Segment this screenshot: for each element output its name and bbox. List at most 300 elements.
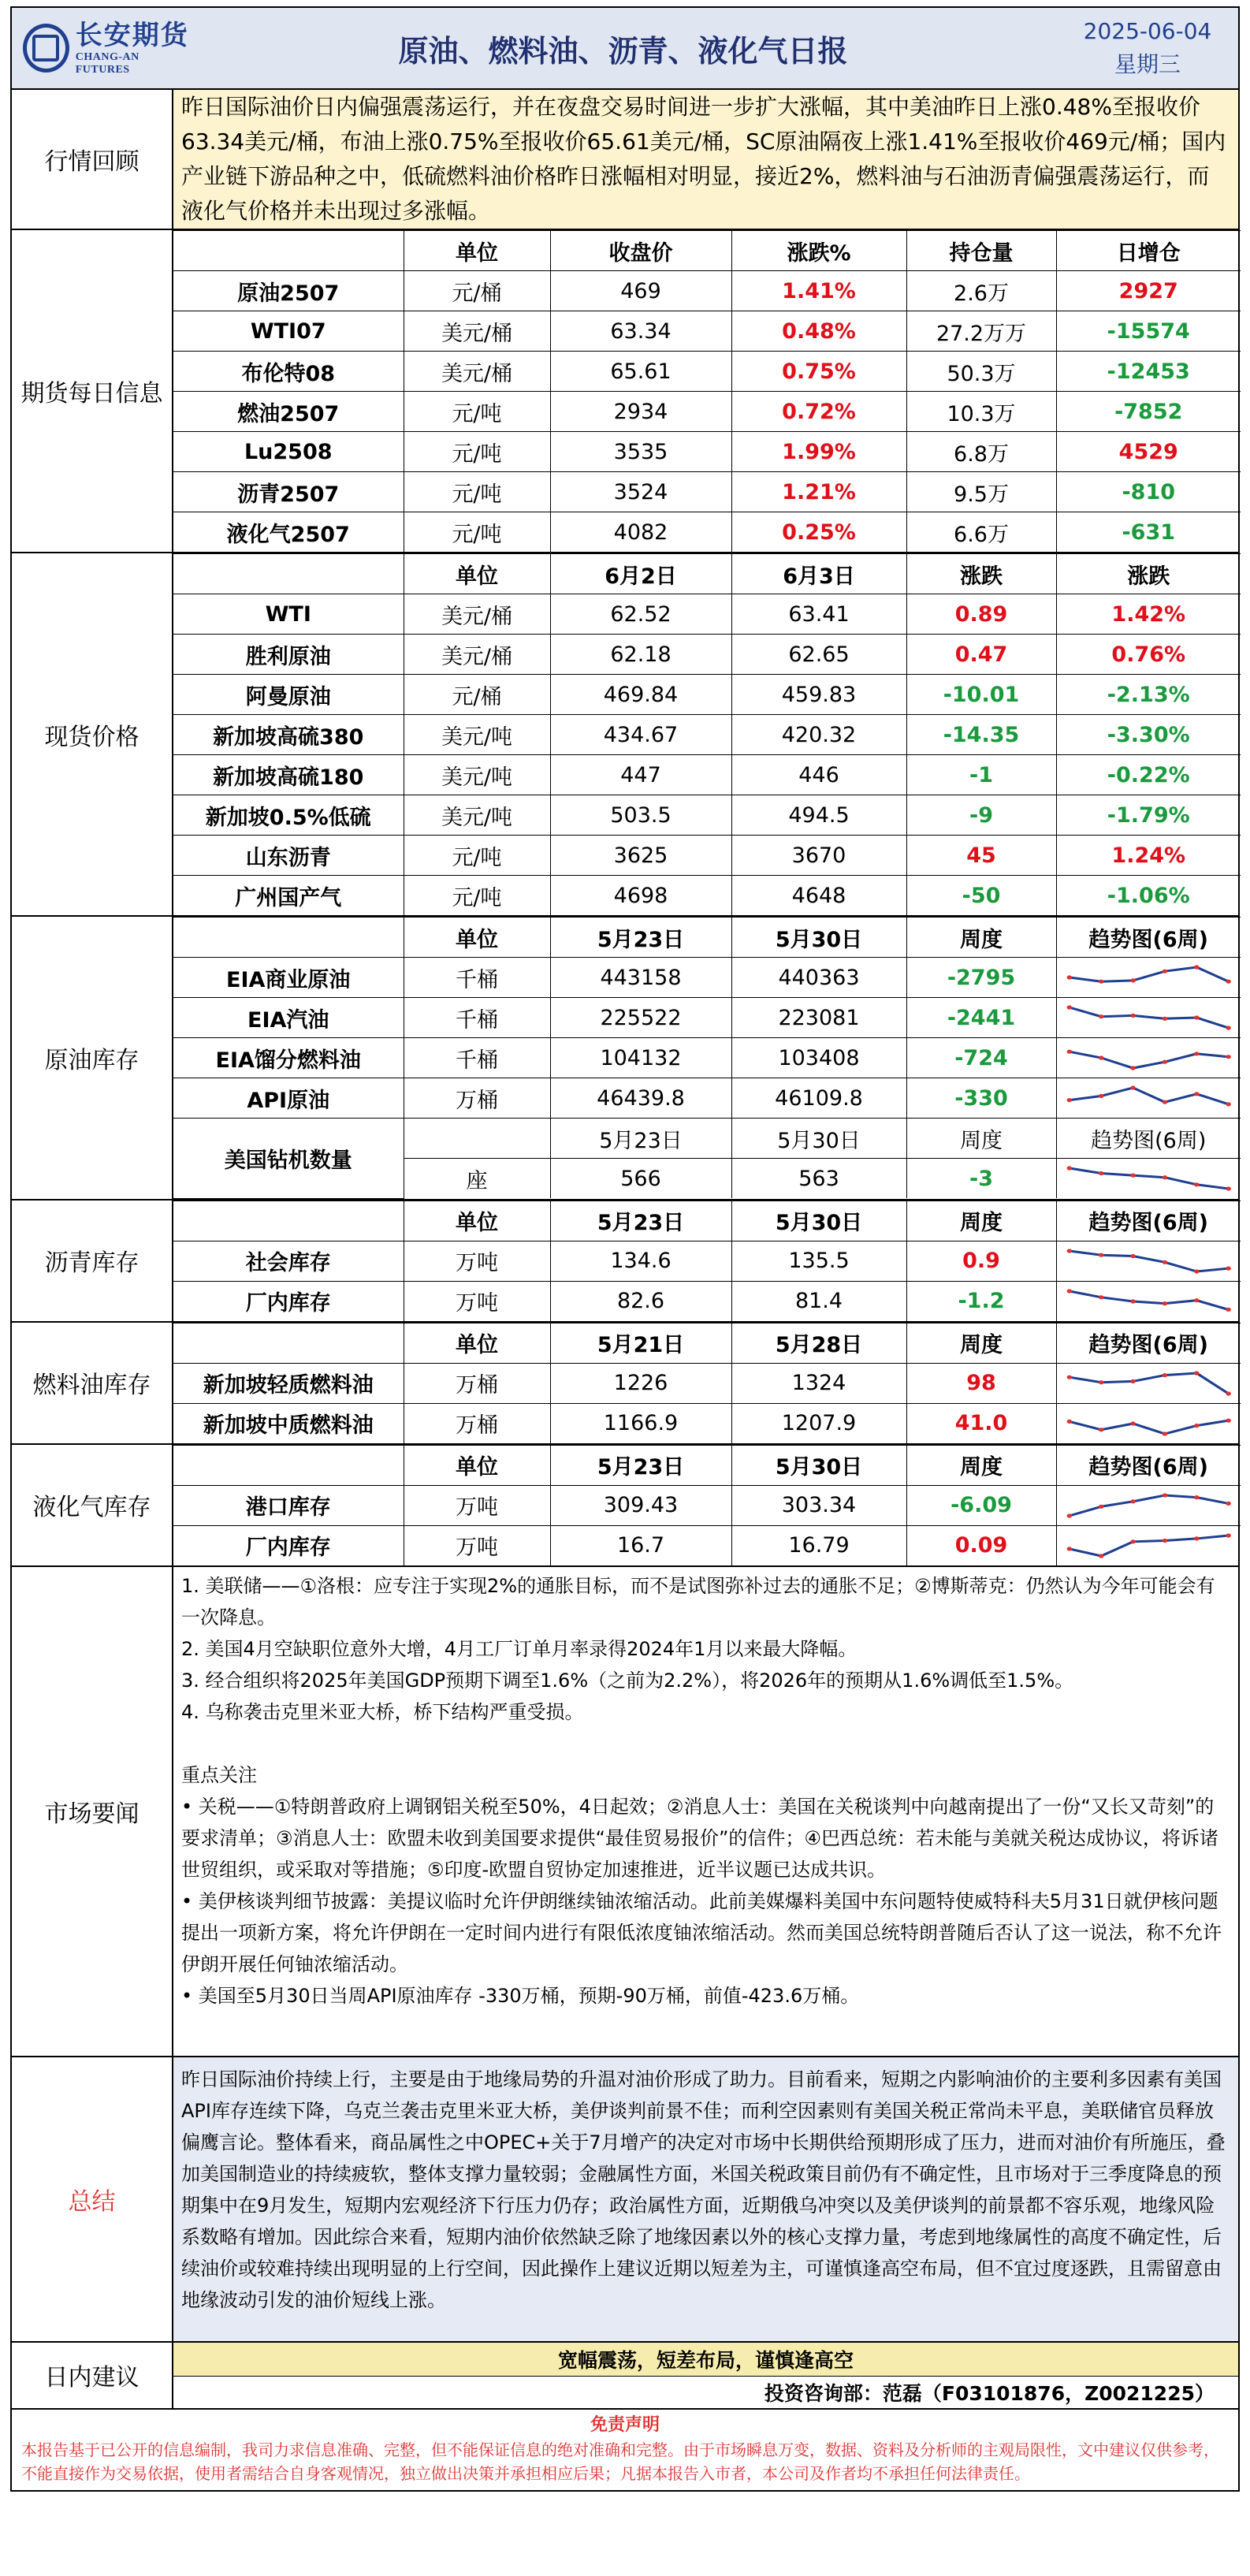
value-week1: 225522 (550, 998, 731, 1038)
trend-point (1099, 1094, 1103, 1098)
column-header: 趋势图(6周) (1056, 918, 1241, 958)
trend-point (1226, 1533, 1230, 1537)
close-price: 3535 (550, 432, 731, 472)
logo-name-en: CHANG-AN FUTURES (75, 51, 140, 76)
trend-point (1162, 1301, 1166, 1305)
table-header-row (173, 554, 1241, 594)
trend-cell (1056, 958, 1241, 998)
trend-point (1099, 1380, 1103, 1384)
column-header: 5月30日 (731, 1201, 906, 1241)
trend-point (1099, 1253, 1103, 1256)
trend-point (1130, 1421, 1135, 1425)
trend-sparkline (1062, 1162, 1237, 1195)
column-header: 涨跌 (906, 554, 1056, 594)
trend-point (1066, 1098, 1071, 1102)
trend-point (1099, 1014, 1103, 1018)
price-day1: 469.84 (550, 675, 731, 715)
trend-point (1226, 1102, 1230, 1106)
column-header (173, 231, 404, 271)
trend-point (1130, 1253, 1135, 1257)
trend-sparkline (1062, 1489, 1237, 1522)
column-header (173, 1201, 404, 1241)
section-label: 市场要闻 (12, 1567, 173, 2056)
weekly-change: -2441 (906, 998, 1056, 1038)
table-header-row (173, 1201, 1241, 1241)
table-row (173, 594, 1241, 635)
price-day2: 494.5 (731, 795, 906, 836)
trend-cell (1056, 998, 1241, 1038)
advice-body (173, 2343, 1238, 2408)
contract-name: WTI07 (173, 311, 404, 352)
table-row (173, 311, 1241, 352)
trend-point (1194, 1536, 1199, 1540)
value-week1: 46439.8 (550, 1078, 731, 1119)
item-name: EIA汽油 (173, 998, 404, 1038)
weekly-change: -3 (906, 1159, 1056, 1199)
open-interest: 10.3万 (906, 392, 1056, 432)
item-name: API原油 (173, 1078, 404, 1119)
column-header: 趋势图(6周) (1056, 1119, 1241, 1159)
trend-point (1226, 1186, 1230, 1190)
trend-point (1162, 1175, 1166, 1179)
lpg-inventory-table (173, 1445, 1241, 1565)
trend-cell (1056, 1038, 1241, 1078)
trend-point (1066, 1249, 1071, 1253)
unit-cell: 元/桶 (404, 271, 550, 311)
trend-cell (1056, 1485, 1241, 1525)
trend-point (1130, 1539, 1135, 1543)
disclaimer (12, 2410, 1238, 2490)
trend-point (1226, 1391, 1230, 1395)
trend-point (1130, 1066, 1135, 1070)
trend-point (1162, 1431, 1166, 1435)
price-change-percent: -1.79% (1056, 795, 1241, 836)
trend-cell (1056, 1403, 1241, 1443)
column-header: 单位 (404, 231, 550, 271)
product-name: 新加坡高硫380 (173, 715, 404, 755)
asphalt-inventory-table (173, 1201, 1241, 1321)
table-header-row (173, 1445, 1241, 1485)
open-interest: 50.3万 (906, 352, 1056, 392)
report-date: 2025-06-04 (1083, 18, 1212, 44)
section-label: 总结 (12, 2057, 173, 2341)
price-day1: 503.5 (550, 795, 731, 836)
column-header: 单位 (404, 1445, 550, 1485)
value-week1: 1166.9 (550, 1403, 731, 1443)
daily-oi-change: 4529 (1056, 432, 1241, 472)
weekly-change: -1.2 (906, 1281, 1056, 1321)
item-name: 社会库存 (173, 1241, 404, 1281)
value-week2: 223081 (731, 998, 906, 1038)
column-header (173, 554, 404, 594)
trend-point (1162, 1060, 1166, 1064)
trend-point (1194, 1424, 1199, 1428)
section-review (12, 90, 1238, 230)
price-day1: 3625 (550, 836, 731, 876)
trend-point (1194, 1298, 1199, 1302)
advice-strategy: 宽幅震荡，短差布局，谨慎逢高空 (173, 2343, 1238, 2377)
trend-point (1130, 1299, 1135, 1303)
trend-point (1066, 1289, 1071, 1293)
trend-point (1099, 1504, 1103, 1508)
trend-sparkline (1062, 961, 1237, 994)
news-item: 2. 美国4月空缺职位意外大增，4月工厂订单月率录得2024年1月以来最大降幅。 (181, 1637, 858, 1660)
trend-point (1162, 1100, 1166, 1104)
price-change: -14.35 (906, 715, 1056, 755)
news-item: 4. 乌称袭击克里米亚大桥，桥下结构严重受损。 (181, 1700, 584, 1723)
column-header: 周度 (906, 1323, 1056, 1363)
unit-cell: 座 (404, 1159, 550, 1199)
price-day1: 62.52 (550, 594, 731, 635)
unit-cell: 元/吨 (404, 512, 550, 553)
table-row (173, 675, 1241, 715)
trend-point (1066, 975, 1071, 979)
column-header: 周度 (906, 918, 1056, 958)
close-price: 469 (550, 271, 731, 311)
table-row (173, 1281, 1241, 1321)
unit-cell: 元/吨 (404, 472, 550, 512)
table-row (173, 392, 1241, 432)
close-price: 4082 (550, 512, 731, 553)
table-row (173, 1485, 1241, 1525)
trend-line (1069, 1007, 1228, 1028)
column-header: 5月23日 (550, 918, 731, 958)
item-name: 厂内库存 (173, 1281, 404, 1321)
news-item: 3. 经合组织将2025年美国GDP预期下调至1.6%（之前为2.2%），将2026年的预期从1.6%调低至1.5%。 (181, 1669, 1074, 1692)
weekly-change: -724 (906, 1038, 1056, 1078)
trend-line (1069, 1420, 1228, 1434)
contract-name: Lu2508 (173, 432, 404, 472)
trend-line (1069, 1088, 1228, 1104)
trend-point (1162, 1493, 1166, 1497)
trend-point (1066, 1547, 1071, 1550)
table-header-row (173, 918, 1241, 958)
value-week2: 440363 (731, 958, 906, 998)
price-change-percent: -0.22% (1056, 755, 1241, 795)
price-change-percent: -1.06% (1056, 876, 1241, 916)
price-day2: 459.83 (731, 675, 906, 715)
weekly-change: 41.0 (906, 1403, 1056, 1443)
table-row (173, 836, 1241, 876)
section-news (12, 1567, 1238, 2057)
table-row (173, 1119, 1241, 1159)
value-week2: 135.5 (731, 1241, 906, 1281)
column-header: 5月23日 (550, 1119, 731, 1159)
section-futures (12, 230, 1238, 553)
table-row (173, 635, 1241, 675)
table-header-row (173, 1323, 1241, 1363)
news-item: • 美国至5月30日当周API原油库存 -330万桶，预期-90万桶，前值-423.6万桶。 (181, 1984, 860, 2007)
trend-point (1194, 1052, 1199, 1055)
open-interest: 27.2万万 (906, 311, 1056, 352)
value-week1: 566 (550, 1159, 731, 1199)
column-header: 周度 (906, 1445, 1056, 1485)
unit-cell: 万吨 (404, 1485, 550, 1525)
close-price: 2934 (550, 392, 731, 432)
trend-point (1194, 965, 1199, 969)
table-row (173, 755, 1241, 795)
contract-name: 沥青2507 (173, 472, 404, 512)
column-header: 5月30日 (731, 1119, 906, 1159)
column-header: 涨跌 (1056, 554, 1241, 594)
table-row (173, 1525, 1241, 1565)
trend-line (1069, 1291, 1228, 1309)
unit-cell: 元/桶 (404, 675, 550, 715)
price-change: 0.47 (906, 635, 1056, 675)
table-row (173, 998, 1241, 1038)
price-day2: 62.65 (731, 635, 906, 675)
report-page (10, 6, 1240, 2492)
value-week2: 303.34 (731, 1485, 906, 1525)
item-name: 新加坡中质燃料油 (173, 1403, 404, 1443)
unit-cell: 万吨 (404, 1241, 550, 1281)
table-row (173, 1078, 1241, 1119)
unit-cell: 千桶 (404, 1038, 550, 1078)
price-change: -10.01 (906, 675, 1056, 715)
trend-point (1162, 1017, 1166, 1021)
trend-point (1226, 980, 1230, 984)
trend-point (1130, 978, 1135, 982)
weekly-change: 98 (906, 1363, 1056, 1403)
table-row (173, 512, 1241, 553)
section-label: 液化气库存 (12, 1445, 173, 1565)
weekly-change: -330 (906, 1078, 1056, 1119)
column-header (173, 1445, 404, 1485)
unit-cell: 美元/吨 (404, 715, 550, 755)
price-change: -50 (906, 876, 1056, 916)
column-header: 趋势图(6周) (1056, 1323, 1241, 1363)
column-header: 单位 (404, 1201, 550, 1241)
price-day2: 3670 (731, 836, 906, 876)
trend-point (1099, 980, 1103, 984)
unit-cell: 万吨 (404, 1281, 550, 1321)
price-change-percent: 1.42% (1056, 594, 1241, 635)
fuel-inventory-table (173, 1323, 1241, 1443)
unit-cell: 元/吨 (404, 876, 550, 916)
trend-point (1194, 1092, 1199, 1096)
news-item: • 美伊核谈判细节披露：美提议临时允许伊朗继续铀浓缩活动。此前美媒爆料美国中东问题特使威特科夫5月31日就伊核问题提出一项新方案，将允许伊朗在一定时间内进行有限低浓度铀浓缩活动。然而美国总统特朗普随后否认了这一说法，称不允许伊朗开展任何铀浓缩活动。 (181, 1889, 1222, 1975)
value-week2: 1207.9 (731, 1403, 906, 1443)
unit-cell: 万桶 (404, 1403, 550, 1443)
product-name: 新加坡高硫180 (173, 755, 404, 795)
table-row (173, 958, 1241, 998)
open-interest: 6.8万 (906, 432, 1056, 472)
section-spot (12, 553, 1238, 917)
advice-author: 投资咨询部：范磊（F03101876，Z0021225） (764, 2381, 1215, 2405)
section-label: 日内建议 (12, 2343, 173, 2408)
item-name: EIA馏分燃料油 (173, 1038, 404, 1078)
change-percent: 0.75% (731, 352, 906, 392)
weekly-change: -2795 (906, 958, 1056, 998)
contract-name: 燃油2507 (173, 392, 404, 432)
value-week1: 104132 (550, 1038, 731, 1078)
trend-point (1099, 1554, 1103, 1558)
price-change-percent: -3.30% (1056, 715, 1241, 755)
price-day2: 4648 (731, 876, 906, 916)
value-week2: 103408 (731, 1038, 906, 1078)
column-header: 5月30日 (731, 918, 906, 958)
contract-name: 液化气2507 (173, 512, 404, 553)
trend-point (1226, 1055, 1230, 1059)
unit-cell: 美元/桶 (404, 311, 550, 352)
section-lpg-inventory (12, 1445, 1238, 1567)
unit-cell: 美元/桶 (404, 352, 550, 392)
trend-sparkline (1062, 1367, 1237, 1400)
section-label: 燃料油库存 (12, 1323, 173, 1443)
trend-sparkline (1062, 1407, 1237, 1440)
trend-point (1194, 1371, 1199, 1375)
daily-oi-change: 2927 (1056, 271, 1241, 311)
crude-inventory-table (173, 917, 1241, 1199)
daily-oi-change: -12453 (1056, 352, 1241, 392)
column-header: 5月30日 (731, 1445, 906, 1485)
trend-line (1069, 1536, 1228, 1556)
change-percent: 0.48% (731, 311, 906, 352)
close-price: 63.34 (550, 311, 731, 352)
table-row (173, 1363, 1241, 1403)
report-frame (10, 6, 1240, 2492)
trend-point (1162, 970, 1166, 973)
column-header: 涨跌% (731, 231, 906, 271)
rig-count-name: 美国钻机数量 (173, 1119, 404, 1199)
disclaimer-text: 本报告基于已公开的信息编制，我司力求信息准确、完整，但不能保证信息的绝对准确和完整。由于市场瞬息万变，数据、资料及分析师的主观局限性，文中建议仅供参考，不能直接作为交易依据，使用者需结合自身客观情况，独立做出决策并承担相应后果；凡据本报告入市者，本公司及作者均不承担任何法律责任。 (21, 2440, 1219, 2483)
value-week2: 46109.8 (731, 1078, 906, 1119)
weekly-change: 0.09 (906, 1525, 1056, 1565)
trend-line (1069, 1168, 1228, 1189)
column-header: 6月3日 (731, 554, 906, 594)
trend-point (1226, 1307, 1230, 1311)
column-header (173, 1323, 404, 1363)
trend-line (1069, 1495, 1228, 1516)
product-name: 广州国产气 (173, 876, 404, 916)
price-day2: 446 (731, 755, 906, 795)
review-text: 昨日国际油价日内偏强震荡运行，并在夜盘交易时间进一步扩大涨幅，其中美油昨日上涨0.48%至报收价63.34美元/桶，布油上涨0.75%至报收价65.61美元/桶，SC原油隔夜上涨1.41%至报收价469元/桶；国内产业链下游品种之中，低硫燃料油价格昨日涨幅相对明显，接近2%，燃料油与石油沥青偏强震荡运行，而液化气价格并未出现过多涨幅。 (173, 90, 1238, 229)
trend-cell (1056, 1363, 1241, 1403)
trend-cell (1056, 1159, 1241, 1199)
price-day1: 434.67 (550, 715, 731, 755)
daily-oi-change: -7852 (1056, 392, 1241, 432)
open-interest: 9.5万 (906, 472, 1056, 512)
price-change-percent: 0.76% (1056, 635, 1241, 675)
futures-table (173, 230, 1241, 552)
price-change: -9 (906, 795, 1056, 836)
section-fuel-inventory (12, 1323, 1238, 1445)
table-row (173, 472, 1241, 512)
trend-cell (1056, 1078, 1241, 1119)
spot-table (173, 553, 1241, 915)
change-percent: 1.99% (731, 432, 906, 472)
news-body (173, 1567, 1238, 2056)
unit-cell (404, 1119, 550, 1159)
trend-point (1130, 1379, 1135, 1383)
trend-line (1069, 967, 1228, 981)
section-label: 原油库存 (12, 917, 173, 1199)
change-percent: 1.41% (731, 271, 906, 311)
price-day2: 63.41 (731, 594, 906, 635)
column-header: 趋势图(6周) (1056, 1445, 1241, 1485)
trend-sparkline (1062, 1001, 1237, 1034)
close-price: 3524 (550, 472, 731, 512)
trend-point (1162, 1373, 1166, 1377)
column-header: 收盘价 (550, 231, 731, 271)
change-percent: 1.21% (731, 472, 906, 512)
trend-sparkline (1062, 1041, 1237, 1074)
trend-point (1066, 1375, 1071, 1379)
price-change: 45 (906, 836, 1056, 876)
section-label: 现货价格 (12, 553, 173, 915)
table-row (173, 876, 1241, 916)
trend-point (1226, 1418, 1230, 1422)
trend-point (1194, 1269, 1199, 1273)
price-change: 0.89 (906, 594, 1056, 635)
trend-point (1066, 1419, 1071, 1423)
section-crude-inventory (12, 917, 1238, 1201)
trend-cell (1056, 1281, 1241, 1321)
column-header: 日增仓 (1056, 231, 1241, 271)
logo-name-cn: 长安期货 (75, 20, 189, 51)
open-interest: 2.6万 (906, 271, 1056, 311)
column-header: 5月28日 (731, 1323, 906, 1363)
trend-point (1194, 1015, 1199, 1019)
unit-cell: 美元/桶 (404, 594, 550, 635)
price-change-percent: -2.13% (1056, 675, 1241, 715)
unit-cell: 万吨 (404, 1525, 550, 1565)
value-week1: 443158 (550, 958, 731, 998)
item-name: 港口库存 (173, 1485, 404, 1525)
report-weekday: 星期三 (1114, 51, 1181, 77)
product-name: WTI (173, 594, 404, 635)
trend-line (1069, 1251, 1228, 1271)
contract-name: 布伦特08 (173, 352, 404, 392)
unit-cell: 万桶 (404, 1078, 550, 1119)
summary-text: 昨日国际油价持续上行，主要是由于地缘局势的升温对油价形成了助力。目前看来，短期之内影响油价的主要利多因素有美国API库存连续下降，乌克兰袭击克里米亚大桥，美伊谈判前景不佳；而利空因素则有美国关税正常尚未平息，美联储官员释放偏鹰言论。整体看来，商品属性之中OPEC+关于7月增产的决定对市场中长期供给预期形成了压力，进而对油价有所施压，叠加美国制造业的持续疲软，整体支撑力量较弱；金融属性方面，米国关税政策目前仍有不确定性，且市场对于三季度降息的预期集中在9月发生，短期内宏观经济下行压力仍存；政治属性方面，近期俄乌冲突以及美伊谈判的前景都不容乐观，地缘风险系数略有增加。因此综合来看，短期内油价依然缺乏除了地缘因素以外的核心支撑力量，考虑到地缘属性的高度不确定性，后续油价或较难持续出现明显的上行空间，因此操作上建议近期以短差为主，可谨慎逢高空布局，但不宜过度逐跌，且需留意由地缘波动引发的油价短线上涨。 (173, 2057, 1238, 2341)
news-item: 重点关注 (181, 1763, 257, 1786)
value-week1: 82.6 (550, 1281, 731, 1321)
trend-point (1194, 1495, 1199, 1499)
value-week2: 563 (731, 1159, 906, 1199)
close-price: 65.61 (550, 352, 731, 392)
price-day1: 447 (550, 755, 731, 795)
trend-point (1226, 1026, 1230, 1029)
table-row (173, 795, 1241, 836)
value-week1: 309.43 (550, 1485, 731, 1525)
unit-cell: 美元/吨 (404, 795, 550, 836)
unit-cell: 元/吨 (404, 392, 550, 432)
daily-oi-change: -631 (1056, 512, 1241, 553)
section-summary (12, 2057, 1238, 2343)
section-asphalt-inventory (12, 1201, 1238, 1323)
value-week1: 134.6 (550, 1241, 731, 1281)
unit-cell: 美元/吨 (404, 755, 550, 795)
trend-point (1226, 1266, 1230, 1270)
trend-point (1099, 1171, 1103, 1175)
disclaimer-title: 免责声明 (590, 2414, 660, 2435)
news-item: 1. 美联储——①洛根：应专注于实现2%的通胀目标，而不是试图弥补过去的通胀不足；②博斯蒂克：仍然认为今年可能会有一次降息。 (181, 1574, 1215, 1629)
table-header-row (173, 231, 1241, 271)
item-name: 厂内库存 (173, 1525, 404, 1565)
trend-point (1066, 1005, 1071, 1009)
table-row (173, 1038, 1241, 1078)
trend-point (1066, 1166, 1071, 1170)
column-header: 单位 (404, 1323, 550, 1363)
trend-sparkline (1062, 1285, 1237, 1318)
trend-point (1099, 1295, 1103, 1299)
trend-point (1162, 1260, 1166, 1264)
column-header: 单位 (404, 918, 550, 958)
price-day1: 4698 (550, 876, 731, 916)
product-name: 阿曼原油 (173, 675, 404, 715)
daily-oi-change: -810 (1056, 472, 1241, 512)
